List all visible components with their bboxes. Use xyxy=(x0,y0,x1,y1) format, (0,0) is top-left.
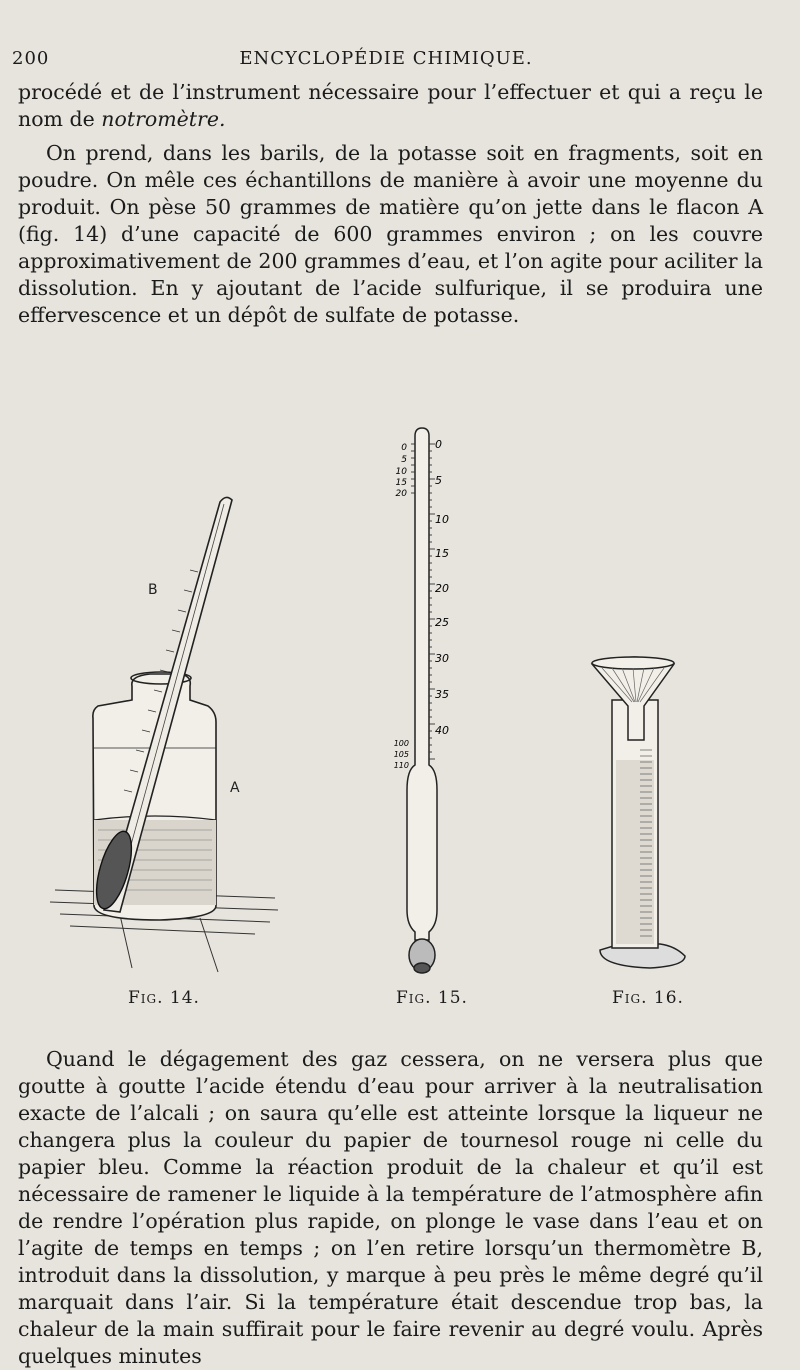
scale-right-label: 35 xyxy=(435,688,449,701)
alkalimeter-illustration xyxy=(385,420,475,990)
page-number: 200 xyxy=(12,48,50,69)
flask-thermometer-illustration xyxy=(40,490,290,980)
paragraph-2 xyxy=(18,140,763,329)
scale-right-label: 30 xyxy=(435,652,449,665)
label-B: B xyxy=(148,582,158,598)
paragraph-3 xyxy=(18,1046,763,1370)
paragraph-1 xyxy=(18,79,763,133)
figure-15-alkalimeter xyxy=(385,420,475,990)
scale-right-label: 25 xyxy=(435,616,449,629)
scale-left-label: 10 xyxy=(395,467,407,477)
scale-left-label: 5 xyxy=(401,455,407,465)
running-title: ENCYCLOPÉDIE CHIMIQUE. xyxy=(239,48,533,69)
paragraph-2-text: On prend, dans les barils, de la potasse soit en fragments, soit en poudre. On mêle ces échantillons de manière à avoir une moyenne du produit. On pèse 50 grammes de matière qu’on jette dans le flacon A (fig. 14) d’une capacité de 600 grammes environ ; on les couvre approximativement de 200 grammes d’eau, et l’on agite pour aciliter la dissolution. En y ajoutant de l’acide sulfurique, il se produira une effervescence et un dépôt de sulfate de potasse. xyxy=(18,141,763,327)
scale-right-label: 15 xyxy=(435,547,449,560)
figure-16-cylinder-funnel xyxy=(580,650,690,980)
scale-left-label: 0 xyxy=(401,443,407,453)
figure-14-caption: Fig. 14. xyxy=(128,988,200,1008)
scale-right-label: 10 xyxy=(435,513,449,526)
paragraph-1-text: procédé et de l’instrument nécessaire pour l’effectuer et qui a reçu le nom de xyxy=(18,80,763,131)
scale-left-label: 105 xyxy=(393,750,409,759)
scale-right-label: 5 xyxy=(435,474,442,487)
scale-left-label: 20 xyxy=(395,489,407,499)
scale-right-labels xyxy=(435,438,449,737)
figure-16-caption: Fig. 16. xyxy=(612,988,684,1008)
paragraph-3-text: Quand le dégagement des gaz cessera, on ne versera plus que goutte à goutte l’acide étendu d’eau pour arriver à la neutralisation exacte de l’alcali ; on saura qu’elle est atteinte lorsque la liqueur ne changera plus la couleur du papier de tournesol rouge ni celle du papier bleu. Comme la réaction produit de la chaleur et qu’il est nécessaire de ramener le liquide à la température de l’atmosphère afin de rendre l’opération plus rapide, on plonge le vase dans l’eau et on l’agite de temps en temps ; on l’en retire lorsqu’un thermomètre B, introduit dans la dissolution, y marque à peu près le même degré qu’il marquait dans l’air. Si la température était descendue trop bas, la chaleur de la main suffirait pour le faire revenir au degré voulu. Après quelques minutes xyxy=(18,1047,763,1368)
scale-left-label: 15 xyxy=(395,478,407,488)
label-A: A xyxy=(230,780,240,796)
scale-left-labels xyxy=(394,443,409,770)
scale-right-label: 20 xyxy=(435,582,449,595)
graduated-tube xyxy=(407,428,437,973)
running-header xyxy=(12,44,760,74)
notrometre-term: notromètre. xyxy=(101,107,226,131)
scale-left-label: 110 xyxy=(393,761,409,770)
cylinder-funnel-illustration xyxy=(580,650,690,980)
figure-15-caption: Fig. 15. xyxy=(396,988,468,1008)
scale-right-label: 0 xyxy=(435,438,442,451)
scale-left-label: 100 xyxy=(393,739,409,748)
scale-right-label: 40 xyxy=(435,724,449,737)
figure-14-flask-thermometer xyxy=(40,490,290,980)
